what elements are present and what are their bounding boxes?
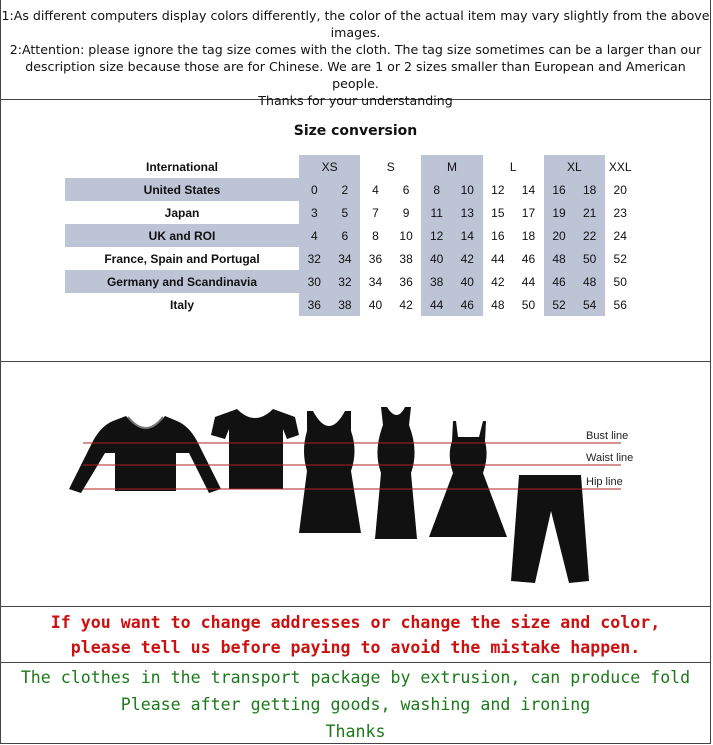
size-group-xl: XL (544, 155, 605, 178)
table-cell: 38 (421, 270, 452, 293)
row-label: UK and ROI (65, 224, 299, 247)
table-cell: 34 (368, 274, 383, 289)
table-cell: 42 (491, 274, 505, 289)
table-cell: 38 (330, 293, 361, 316)
notes-section (0, 0, 711, 108)
table-cell: 10 (399, 228, 413, 243)
table-row (65, 270, 636, 293)
table-cell: 22 (574, 224, 605, 247)
table-cell: 16 (491, 228, 505, 243)
table-cell: 50 (613, 274, 627, 289)
table-cell: 23 (613, 205, 627, 220)
trousers-icon (511, 475, 589, 583)
table-cell: 54 (574, 293, 605, 316)
table-cell: 14 (521, 182, 536, 197)
table-cell: 52 (613, 251, 627, 266)
table-cell: 4 (299, 224, 330, 247)
table-cell: 16 (544, 178, 575, 201)
table-cell: 21 (574, 201, 605, 224)
table-cell: 30 (299, 270, 330, 293)
table-cell: 12 (491, 182, 505, 197)
measurement-diagram-section (0, 361, 711, 607)
table-cell: 7 (372, 205, 379, 220)
size-conversion-section (0, 100, 711, 362)
table-cell: 50 (574, 247, 605, 270)
warning-line-1: If you want to change addresses or change the size and color, (50, 613, 661, 632)
row-label: United States (65, 178, 299, 201)
table-cell: 40 (452, 270, 483, 293)
table-cell: 56 (613, 297, 627, 312)
table-cell: 34 (330, 247, 361, 270)
garment-measurement-diagram (1, 361, 710, 605)
table-cell: 50 (521, 297, 536, 312)
care-section (0, 662, 711, 744)
table-cell: 44 (491, 251, 505, 266)
sundress-icon (429, 421, 507, 537)
sleeveless-dress-icon (299, 411, 361, 533)
care-line-2: Please after getting goods, washing and ironing (120, 695, 591, 714)
table-cell: 44 (421, 293, 452, 316)
table-cell: 18 (521, 228, 536, 243)
table-row (65, 201, 636, 224)
note-tag-size-attention: 2:Attention: please ignore the tag size comes with the cloth. The tag size sometimes can be a larger than our description size because those are for Chinese. We are 1 or 2 sizes smaller than European and American people. (9, 42, 702, 91)
size-header-row (65, 155, 636, 178)
row-label: Japan (164, 205, 200, 220)
table-cell: 6 (330, 224, 361, 247)
waist-line-label: Waist line (586, 452, 634, 464)
table-cell: 36 (399, 274, 413, 289)
table-cell: 48 (491, 297, 505, 312)
table-cell: 8 (372, 228, 379, 243)
header-international: International (145, 159, 218, 174)
table-cell: 19 (544, 201, 575, 224)
table-cell: 52 (544, 293, 575, 316)
size-group-xs: XS (299, 155, 360, 178)
tank-dress-icon (375, 407, 417, 539)
hip-line-label: Hip line (586, 476, 623, 488)
table-cell: 12 (421, 224, 452, 247)
table-cell: 15 (491, 205, 505, 220)
table-cell: 3 (299, 201, 330, 224)
table-cell: 40 (421, 247, 452, 270)
warning-line-2: please tell us before paying to avoid the mistake happen. (70, 638, 641, 657)
table-cell: 46 (521, 251, 536, 266)
table-cell: 10 (452, 178, 483, 201)
bust-line-label: Bust line (586, 430, 629, 442)
table-cell: 24 (613, 228, 627, 243)
table-cell: 20 (544, 224, 575, 247)
table-row (65, 224, 636, 247)
table-cell: 46 (452, 293, 483, 316)
table-cell: 36 (299, 293, 330, 316)
table-cell: 8 (421, 178, 452, 201)
table-cell: 38 (399, 251, 413, 266)
table-cell: 0 (299, 178, 330, 201)
table-cell: 2 (330, 178, 361, 201)
table-cell: 4 (372, 182, 379, 197)
care-line-3: Thanks (325, 722, 386, 741)
size-conversion-title: Size conversion (293, 123, 418, 139)
table-row (65, 293, 636, 316)
table-cell: 42 (399, 297, 413, 312)
size-group-xxl: XXL (608, 159, 632, 174)
table-cell: 44 (521, 274, 536, 289)
table-cell: 6 (402, 182, 410, 197)
table-cell: 20 (613, 182, 627, 197)
note-color-disclaimer: 1:As different computers display colors differently, the color of the actual item may vary slightly from the above images. (1, 8, 710, 40)
table-cell: 5 (330, 201, 361, 224)
row-label: Germany and Scandinavia (65, 270, 299, 293)
table-cell: 9 (402, 205, 410, 220)
size-conversion-table (65, 155, 636, 316)
t-shirt-icon (211, 409, 299, 489)
table-cell: 11 (421, 201, 452, 224)
table-cell: 18 (574, 178, 605, 201)
table-cell: 48 (544, 247, 575, 270)
row-label: France, Spain and Portugal (104, 251, 260, 266)
table-cell: 36 (368, 251, 383, 266)
table-cell: 40 (368, 297, 383, 312)
size-group-l: L (509, 159, 517, 174)
warning-section (0, 606, 711, 663)
size-group-m: M (421, 155, 482, 178)
table-cell: 46 (544, 270, 575, 293)
care-line-1: The clothes in the transport package by extrusion, can produce fold (20, 668, 691, 687)
table-cell: 13 (452, 201, 483, 224)
row-label: Italy (169, 297, 194, 312)
table-cell: 32 (330, 270, 361, 293)
table-cell: 48 (574, 270, 605, 293)
table-cell: 32 (299, 247, 330, 270)
table-row (65, 247, 636, 270)
table-row (65, 178, 636, 201)
table-cell: 17 (521, 205, 536, 220)
note-thanks: Thanks for your understanding (258, 93, 453, 108)
table-cell: 14 (452, 224, 483, 247)
size-group-s: S (386, 159, 395, 174)
table-cell: 42 (452, 247, 483, 270)
